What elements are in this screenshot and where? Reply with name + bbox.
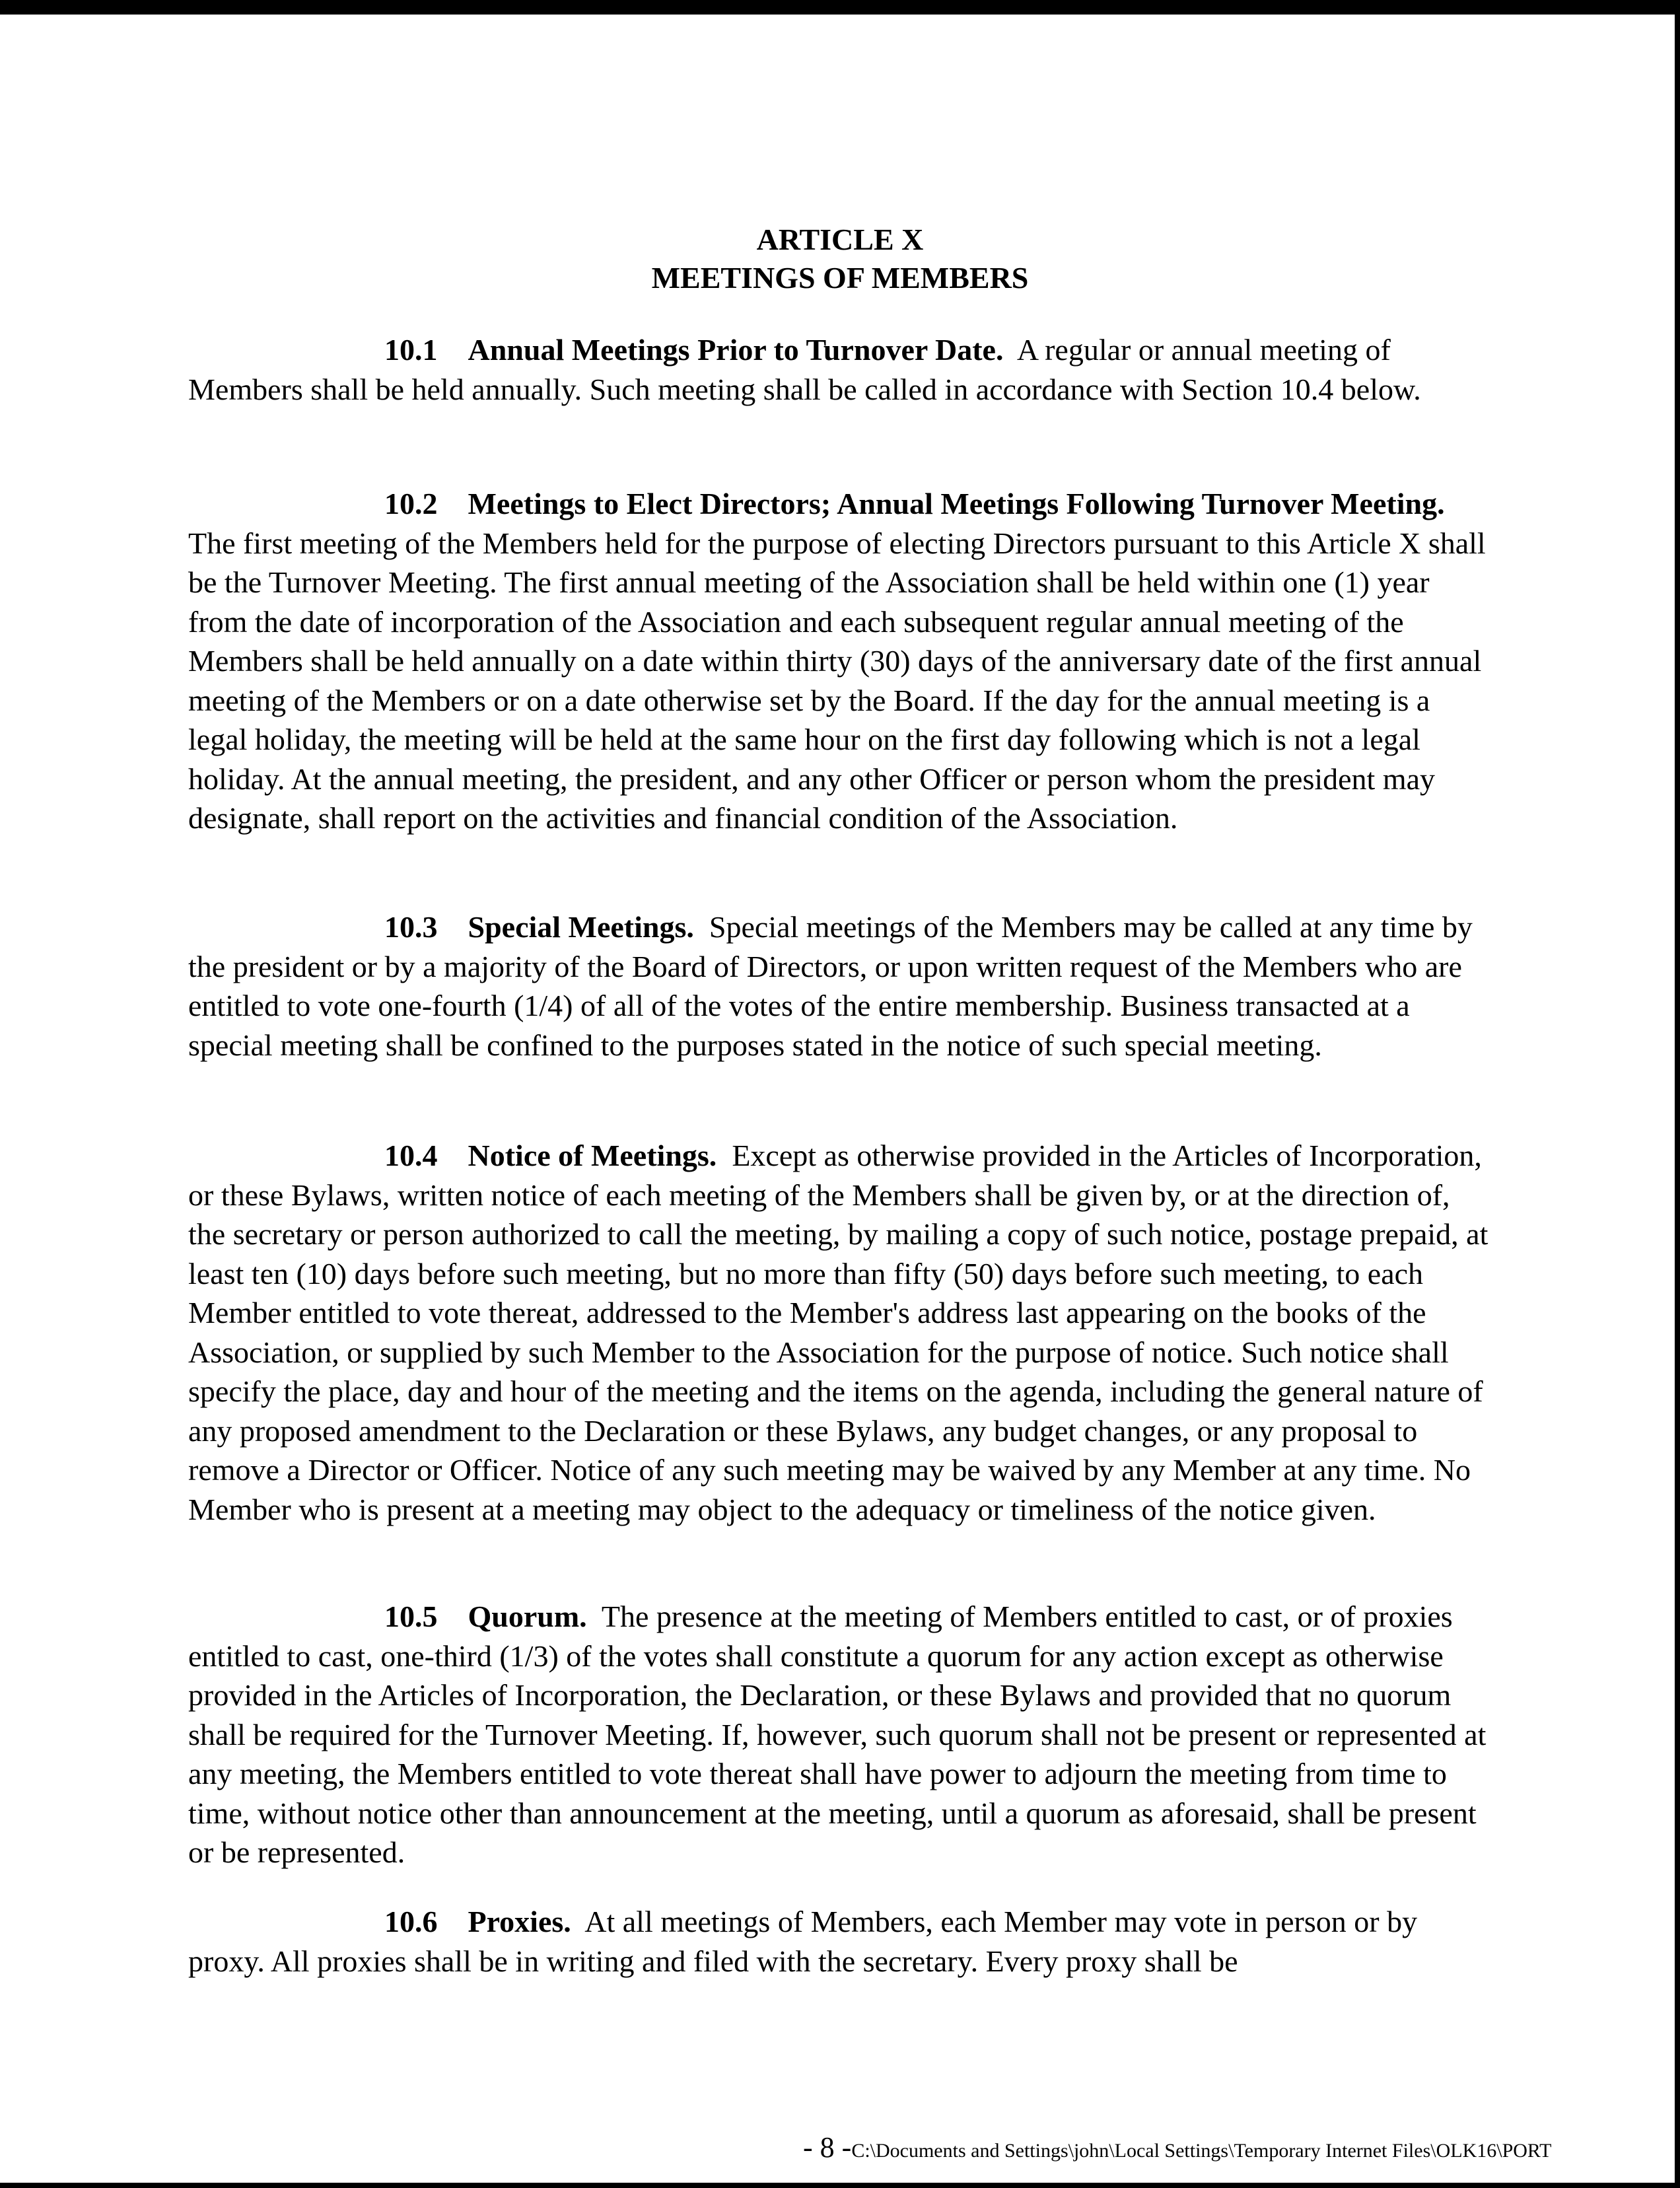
section-text: Except as otherwise provided in the Articles of Incorporation, or these Bylaws, written notice of each meeting of the Members shall be given by, or at the direction of, the secretary or person authorized to call the meeting, by mailing a copy of such notice, postage prepaid, at least ten (10) days before such meeting, but no more than fifty (50) days before such meeting, to each Member entitled to vote thereat, addressed to the Member's address last appearing on the books of the Association, or supplied by such Member to the Association for the purpose of notice. Such notice shall specify the place, day and hour of the meeting and the items on the agenda, including the general nature of any proposed amendment to the Declaration or these Bylaws, any budget changes, or any proposal to remove a Director or Officer. Notice of any such meeting may be waived by any Member at any time. No Member who is present at a meeting may object to the adequacy or timeliness of the notice given. — [188, 1139, 1488, 1526]
section-10-5 — [188, 1597, 1492, 1872]
section-text: At all meetings of Members, each Member may vote in person or by proxy. All proxies shall be in writing and filed with the secretary. Every proxy shall be — [188, 1905, 1418, 1978]
page-footer — [803, 2133, 1551, 2166]
section-number: 10.5 — [384, 1600, 438, 1633]
scan-border-right — [1675, 0, 1680, 2188]
article-number: ARTICLE X — [756, 223, 924, 256]
section-number: 10.3 — [384, 910, 438, 944]
scan-border-bottom — [0, 2183, 1680, 2188]
section-10-4 — [188, 1136, 1492, 1529]
section-title: Quorum. — [468, 1600, 587, 1633]
section-10-1 — [188, 330, 1492, 409]
section-number: 10.1 — [384, 333, 438, 367]
section-title: Notice of Meetings. — [468, 1139, 717, 1172]
section-text: The first meeting of the Members held for the purpose of electing Directors pursuant to this Article X shall be the Turnover Meeting. The first annual meeting of the Association shall be held within one (1) year from the date of incorporation of the Association and each subsequent regular annual meeting of the Members shall be held annually on a date within thirty (30) days of the anniversary date of the first annual meeting of the Members or on a date otherwise set by the Board. If the day for the annual meeting is a legal holiday, the meeting will be held at the same hour on the first day following which is not a legal holiday. At the annual meeting, the president, and any other Officer or person whom the president may designate, shall report on the activities and financial condition of the Association. — [188, 526, 1486, 835]
section-number: 10.2 — [384, 487, 438, 520]
section-text: Special meetings of the Members may be called at any time by the president or by a majority of the Board of Directors, or upon written request of the Members who are entitled to vote one-fourth (1/4) of all of the votes of the entire membership. Business transacted at a special meeting shall be confined to the purposes stated in the notice of such special meeting. — [188, 910, 1473, 1062]
scan-border-top — [0, 0, 1680, 15]
section-title: Special Meetings. — [468, 910, 694, 944]
page-number: - 8 - — [803, 2131, 852, 2164]
section-title: Proxies. — [468, 1905, 571, 1938]
section-number: 10.6 — [384, 1905, 438, 1938]
section-10-6 — [188, 1902, 1492, 1981]
section-title: Meetings to Elect Directors; Annual Meetings Following Turnover Meeting. — [468, 487, 1445, 520]
section-title: Annual Meetings Prior to Turnover Date. — [468, 333, 1004, 367]
section-text: The presence at the meeting of Members entitled to cast, or of proxies entitled to cast, one-third (1/3) of the votes shall constitute a quorum for any action except as otherwise provided in the Articles of Incorporation, the Declaration, or these Bylaws and provided that no quorum shall be required for the Turnover Meeting. If, however, such quorum shall not be present or represented at any meeting, the Members entitled to vote thereat shall have power to adjourn the meeting from time to time, without notice other than announcement at the meeting, until a quorum as aforesaid, shall be present or be represented. — [188, 1600, 1487, 1869]
file-path: C:\Documents and Settings\john\Local Settings\Temporary Internet Files\OLK16\PORT — [851, 2140, 1552, 2162]
section-10-2 — [188, 484, 1492, 838]
article-title: MEETINGS OF MEMBERS — [651, 261, 1029, 295]
section-text: A regular or annual meeting of Members shall be held annually. Such meeting shall be called in accordance with Section 10.4 below. — [188, 333, 1421, 406]
section-number: 10.4 — [384, 1139, 438, 1172]
section-10-3 — [188, 907, 1492, 1065]
